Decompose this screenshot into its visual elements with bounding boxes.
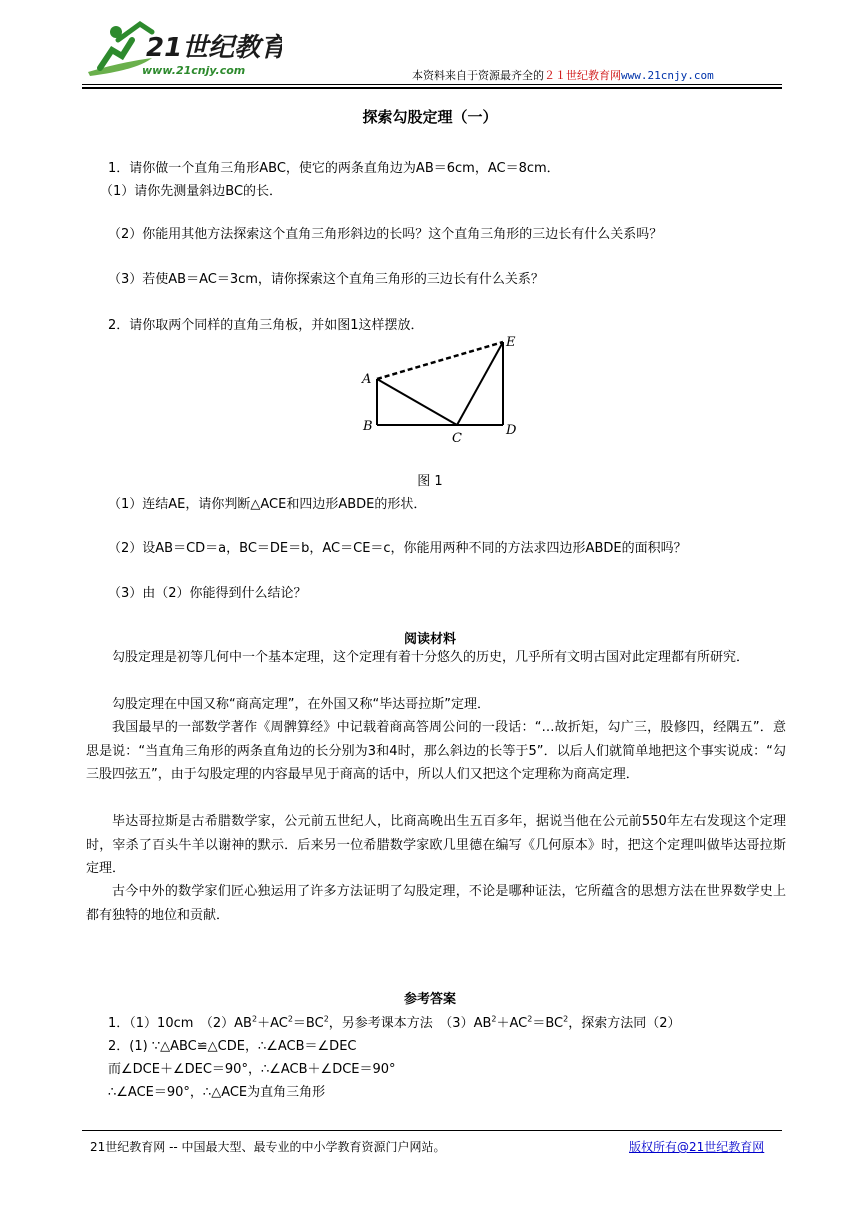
superscript: 2 xyxy=(251,1014,258,1024)
reading-paragraph: 我国最早的一部数学著作《周髀算经》中记载着商高答周公问的一段话：“…故折矩，勾广三，股修四，经隅五”．意思是说：“当直角三角形的两条直角边的长分别为3和4时，那么斜边的长等于5”．以后人们就简单地把这个事实说成：“勾三股四弦五”，由于勾股定理的内容最早见于商高的话中，所以人们又把这个定理称为商高定理． xyxy=(86,720,786,783)
label-a: A xyxy=(362,372,372,387)
logo-text: 21世纪教育 xyxy=(146,33,282,63)
q1-part3: （3）若使AB＝AC＝3cm，请你探索这个直角三角形的三边长有什么关系？ xyxy=(108,272,544,287)
label-e: E xyxy=(506,335,516,350)
answer-1-text: ，探索方法同（2） xyxy=(568,1016,681,1031)
answer-1-text: 1．（1）10cm （2）AB xyxy=(108,1016,252,1031)
superscript: 2 xyxy=(287,1014,293,1024)
superscript: 2 xyxy=(323,1014,329,1024)
header-note-prefix: 本资料来自于资源最齐全的 xyxy=(412,69,544,82)
reading-paragraph: 毕达哥拉斯是古希腊数学家，公元前五世纪人，比商高晚出生五百多年，据说当他在公元前550年左右发现这个定理时，宰杀了百头牛羊以谢神的默示．后来另一位希腊数学家欧几里德在编写《几何原本》时，把这个定理叫做毕达哥拉斯定理． xyxy=(86,814,786,877)
figure-1 xyxy=(356,330,526,445)
reading-paragraph: 古今中外的数学家们匠心独运用了许多方法证明了勾股定理，不论是哪种证法，它所蕴含的思想方法在世界数学史上都有独特的地位和贡献． xyxy=(86,884,786,923)
reading-heading: 阅读材料 xyxy=(403,632,456,647)
figure-caption: 图 1 xyxy=(417,474,443,489)
superscript: 2 xyxy=(491,1014,497,1024)
footer-rule xyxy=(82,1130,782,1131)
answer-1-text: ＋AC xyxy=(496,1016,528,1031)
label-c: C xyxy=(452,431,462,445)
q2-part2: （2）设AB＝CD＝a，BC＝DE＝b，AC＝CE＝c，你能用两种不同的方法求四边形ABDE的面积吗？ xyxy=(108,541,687,556)
page-title: 探索勾股定理（一） xyxy=(362,108,498,126)
header-rule xyxy=(82,84,782,85)
footer-text: 21世纪教育网 -- 中国最大型、最专业的中小学教育资源门户网站。 xyxy=(90,1140,446,1154)
reading-paragraph: 勾股定理是初等几何中一个基本定理，这个定理有着十分悠久的历史，几乎所有文明古国对此定理都有所研究． xyxy=(112,650,750,665)
site-logo xyxy=(82,10,282,84)
answer-1-text: ＝BC xyxy=(292,1016,324,1031)
footer-copyright-link[interactable]: 版权所有@21世纪教育网 xyxy=(629,1140,765,1154)
answer-2-line3: ∴∠ACE＝90°，∴△ACE为直角三角形 xyxy=(108,1085,326,1100)
answer-1-text: ＋AC xyxy=(257,1016,288,1031)
answer-1-text: ＝BC xyxy=(532,1016,564,1031)
answer-1-text: ，另参考课本方法 （3）AB xyxy=(328,1016,492,1031)
superscript: 2 xyxy=(563,1014,569,1024)
q2-part1: （1）连结AE，请你判断△ACE和四边形ABDE的形状． xyxy=(108,497,427,512)
header-note-brand: ２１世纪教育网 xyxy=(544,69,621,82)
q1-part2: （2）你能用其他方法探索这个直角三角形斜边的长吗？这个直角三角形的三边长有什么关系吗？ xyxy=(108,227,663,242)
answer-1 xyxy=(108,1012,680,1031)
segment-ae-dashed xyxy=(377,342,503,379)
q1-stem: 1．请你做一个直角三角形ABC，使它的两条直角边为AB＝6cm，AC＝8cm． xyxy=(108,161,560,176)
q2-stem: 2．请你取两个同样的直角三角板，并如图1这样摆放． xyxy=(108,318,424,333)
answer-2-line2: 而∠DCE＋∠DEC＝90°，∴∠ACB＋∠DCE＝90° xyxy=(108,1062,396,1077)
answers-heading: 参考答案 xyxy=(403,992,456,1007)
q1-part1: （1）请你先测量斜边BC的长． xyxy=(100,184,283,199)
logo-url: www.21cnjy.com xyxy=(142,64,246,77)
header-note-url[interactable]: www.21cnjy.com xyxy=(621,69,714,82)
answer-2-line1: 2．(1) ∵△ABC≌△CDE，∴∠ACB＝∠DEC xyxy=(108,1039,357,1054)
header-note xyxy=(412,67,714,83)
q2-part3: （3）由（2）你能得到什么结论？ xyxy=(108,586,307,601)
label-d: D xyxy=(506,423,517,438)
superscript: 2 xyxy=(527,1014,533,1024)
header-rule-thick xyxy=(82,87,782,89)
segment-ac xyxy=(377,379,457,425)
label-b: B xyxy=(363,419,373,434)
reading-paragraph: 勾股定理在中国又称“商高定理”，在外国又称“毕达哥拉斯”定理． xyxy=(112,697,490,712)
